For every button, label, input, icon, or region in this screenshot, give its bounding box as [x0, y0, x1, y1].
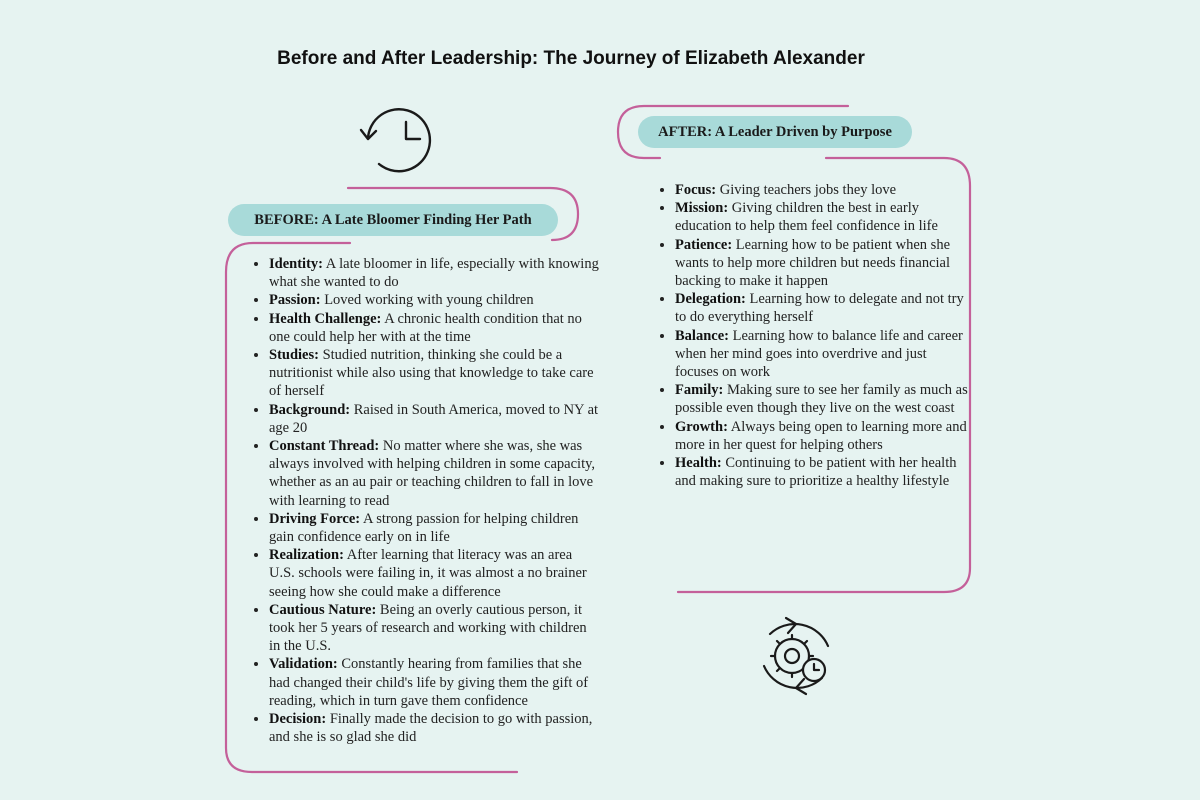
item-key: Family:	[675, 382, 724, 399]
item-key: Passion:	[269, 292, 321, 309]
gear-clock-cycle-icon	[752, 612, 840, 700]
before-item-background	[269, 401, 599, 437]
item-key: Focus:	[675, 182, 717, 198]
item-text: A chronic health condition that no one could help her with at the time	[269, 310, 582, 345]
before-item-validation	[269, 655, 599, 710]
item-text: No matter where she was, she was always involved with helping children in some capacity, whether as an au pair or teaching children to fall in love with learning to read	[269, 438, 596, 509]
item-key: Validation:	[269, 656, 338, 673]
after-item-mission	[675, 199, 973, 235]
before-item-constant-thread	[269, 437, 599, 510]
before-item-identity	[269, 255, 599, 291]
after-item-delegation	[675, 290, 973, 326]
item-key: Health:	[675, 455, 722, 472]
item-key: Constant Thread:	[269, 438, 380, 455]
after-item-patience	[675, 236, 973, 291]
clock-history-icon	[358, 102, 442, 182]
item-text: After learning that literacy was an area U.S. schools were failing in, it was almost a no brainer seeing how she could make a difference	[269, 547, 587, 600]
before-item-cautious-nature	[269, 601, 599, 656]
item-key: Health Challenge:	[269, 310, 382, 327]
item-text: Continuing to be patient with her health and making sure to prioritize a healthy lifestyle	[675, 455, 957, 490]
item-text: Making sure to see her family as much as possible even though they live on the west coast	[675, 382, 968, 417]
item-key: Mission:	[675, 200, 729, 217]
after-list	[647, 181, 973, 490]
before-item-passion	[269, 291, 599, 309]
item-key: Studies:	[269, 347, 319, 364]
item-text: Learning how to balance life and career when her mind goes into overdrive and just focuses on work	[675, 327, 963, 381]
item-text: Finally made the decision to go with passion, and she is so glad she did	[269, 711, 593, 746]
after-item-family	[675, 381, 973, 417]
item-key: Balance:	[675, 327, 729, 344]
after-item-growth	[675, 418, 973, 454]
after-item-focus	[675, 181, 973, 199]
item-text: A late bloomer in life, especially with knowing what she wanted to do	[269, 256, 599, 291]
before-list	[241, 255, 599, 746]
item-text: A strong passion for helping children gain confidence early on in life	[269, 510, 579, 546]
item-text: Giving children the best in early education to help them feel confidence in life	[675, 200, 938, 235]
after-heading: AFTER: A Leader Driven by Purpose	[638, 116, 912, 148]
item-key: Realization:	[269, 547, 344, 564]
before-item-health-challenge	[269, 310, 599, 346]
item-key: Driving Force:	[269, 510, 361, 527]
after-item-health	[675, 454, 973, 490]
item-text: Giving teachers jobs they love	[716, 182, 897, 198]
item-text: Raised in South America, moved to NY at age 20	[269, 401, 599, 436]
item-text: Studied nutrition, thinking she could be a nutritionist while also using that knowledge to take care of herself	[269, 347, 594, 400]
item-text: Constantly hearing from families that she had changed their child's life by giving them the gift of reading, which in turn gave them confidence	[269, 656, 589, 709]
page-title: Before and After Leadership: The Journey of Elizabeth Alexander	[277, 48, 865, 69]
item-text: Learning how to delegate and not try to do everything herself	[675, 291, 964, 326]
item-text: Learning how to be patient when she wants to help more children but needs financial backing to make it happen	[675, 236, 951, 290]
item-key: Growth:	[675, 418, 728, 435]
item-text: Always being open to learning more and more in her quest for helping others	[675, 418, 967, 453]
item-key: Identity:	[269, 256, 323, 272]
item-text: Being an overly cautious person, it took her 5 years of research and working with children in the U.S.	[269, 601, 587, 655]
before-item-realization	[269, 546, 599, 601]
before-item-driving-force	[269, 510, 599, 546]
before-item-studies	[269, 346, 599, 401]
after-item-balance	[675, 327, 973, 382]
item-key: Decision:	[269, 711, 327, 728]
item-key: Delegation:	[675, 291, 746, 308]
item-key: Cautious Nature:	[269, 601, 377, 618]
item-text: Loved working with young children	[320, 292, 534, 309]
item-key: Patience:	[675, 236, 733, 253]
item-key: Background:	[269, 401, 351, 418]
before-item-decision	[269, 710, 599, 746]
before-heading: BEFORE: A Late Bloomer Finding Her Path	[228, 204, 558, 236]
